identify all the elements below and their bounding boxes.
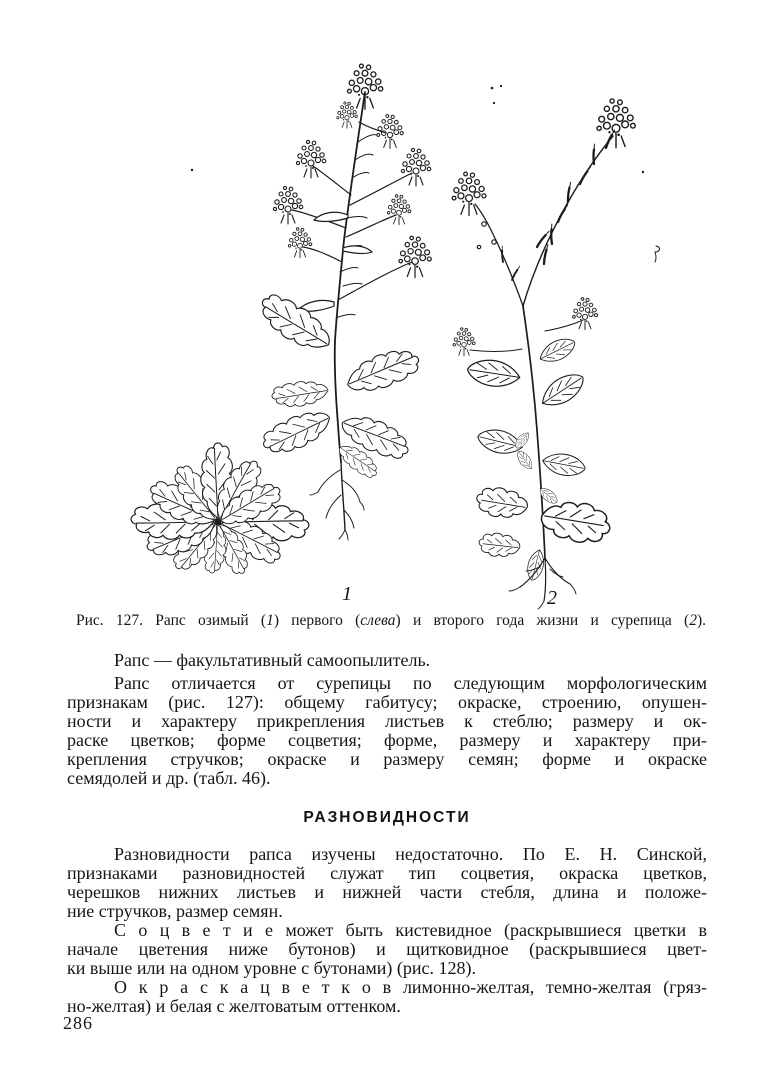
rape-first-year-rosette <box>131 442 309 577</box>
caption-segment: Рис. 127. Рапс озимый ( <box>76 612 267 629</box>
text-line: черешков нижних листьев и нижней части стебля, длина и положе- <box>67 882 707 902</box>
text-line: Рапс — факультативный самоопылитель. <box>114 650 431 670</box>
text-line: крепления стручков; окраске и размеру семян; форме и окраске <box>67 749 707 769</box>
paragraph <box>67 674 707 788</box>
caption-italic-segment: слева <box>360 612 396 629</box>
caption-italic-segment: 1 <box>266 612 274 629</box>
text-line: признакам (рис. 127): общему габитусу; окраске, строению, опушен- <box>67 692 707 712</box>
paragraph <box>67 978 707 1016</box>
text-line: ние стручков, размер семян. <box>67 901 283 921</box>
text-line: О к р а с к а ц в е т к о в лимонно-желтая, темно-желтая (гряз- <box>114 977 707 997</box>
figure-caption <box>76 611 706 630</box>
body-text <box>67 651 707 1016</box>
text-line: признаками разновидностей служат тип соцветия, окраска цветков, <box>67 863 707 883</box>
text-line: раске цветков; форме соцветия; форме, размеру и характеру при- <box>67 730 707 750</box>
caption-segment: ) первого ( <box>273 612 361 629</box>
figure-plant-label-2: 2 <box>547 587 557 609</box>
paragraph <box>67 921 707 978</box>
figure-plant-label-1: 1 <box>342 583 352 605</box>
text-line: но-желтая) и белая с желтоватым оттенком. <box>67 996 401 1016</box>
paragraph <box>67 651 707 670</box>
rape-second-year-plant <box>253 64 431 540</box>
text-line: С о ц в е т и е может быть кистевидное (раскрывшиеся цветки в <box>114 920 707 940</box>
text-line: Рапс отличается от сурепицы по следующим морфологическим <box>114 673 707 693</box>
text-line: ки выше или на одном уровне с бутонами) (рис. 128). <box>67 958 476 978</box>
text-line: ности и характеру прикрепления листьев к стеблю; размеру и ок- <box>67 711 707 731</box>
text-line: семядолей и др. (табл. 46). <box>67 768 271 788</box>
text-line: Разновидности рапса изучены недостаточно. По Е. Н. Синской, <box>114 844 707 864</box>
caption-segment: ). <box>696 612 706 629</box>
surepitsa-plant <box>452 99 635 609</box>
text-line: начале цветения ниже бутонов) и щитковидное (раскрывшиеся цвет- <box>67 939 707 959</box>
paragraph <box>67 845 707 921</box>
page-number: 286 <box>63 1013 93 1033</box>
caption-italic-segment: 2 <box>689 612 697 629</box>
caption-segment: ) и второго года жизни и сурепица ( <box>395 612 690 629</box>
section-heading: РАЗНОВИДНОСТИ <box>303 809 471 826</box>
